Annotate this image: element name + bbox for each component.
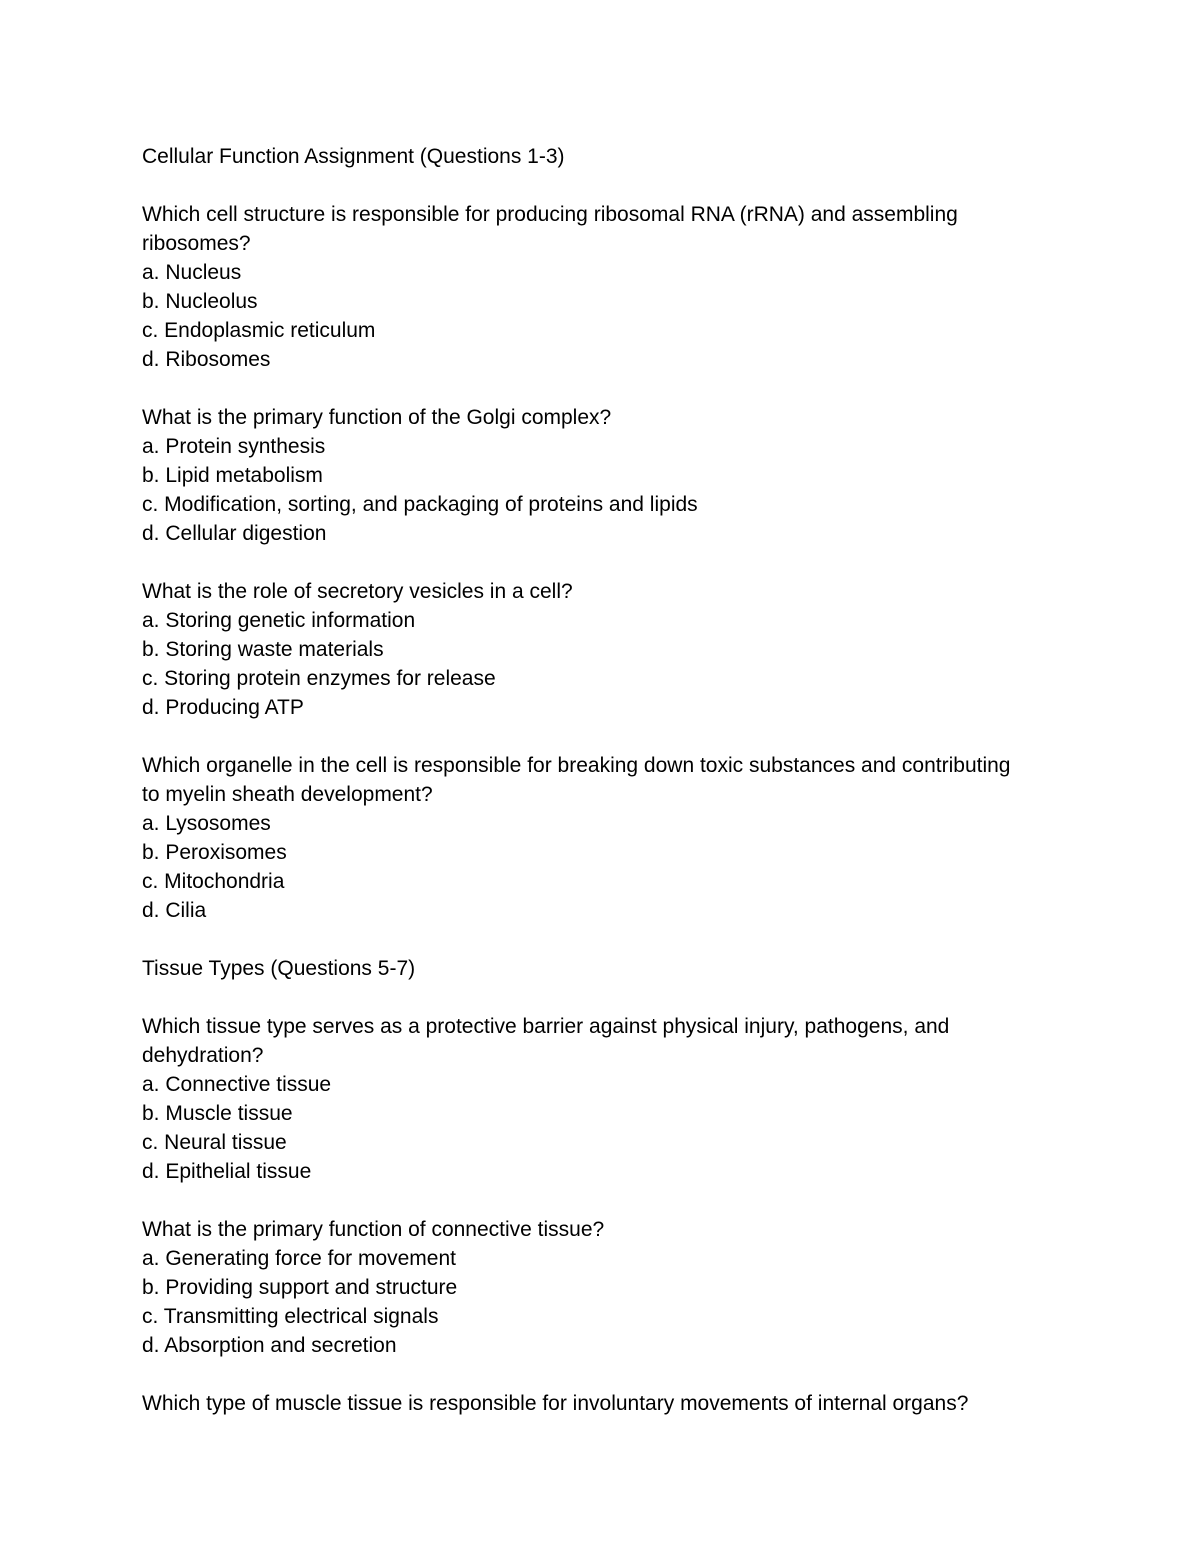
question-block [142,1012,1062,1186]
answer-option: d. Cilia [142,899,207,922]
question-block [142,403,1062,548]
answer-option: a. Nucleus [142,261,242,284]
question-block [142,577,1062,722]
question-text: Which organelle in the cell is responsible for breaking down toxic substances and contributing [142,754,1011,777]
answer-option: b. Storing waste materials [142,638,384,661]
question-block [142,751,1062,925]
question-text: What is the primary function of connective tissue? [142,1218,605,1241]
answer-option: a. Lysosomes [142,812,271,835]
question-text: What is the primary function of the Golgi complex? [142,406,612,429]
answer-option: b. Nucleolus [142,290,258,313]
answer-option: c. Endoplasmic reticulum [142,319,376,342]
answer-option: a. Generating force for movement [142,1247,456,1270]
answer-option: c. Transmitting electrical signals [142,1305,439,1328]
document-page [142,142,1062,1447]
question-block [142,1215,1062,1360]
answer-option: c. Neural tissue [142,1131,287,1154]
question-text: dehydration? [142,1044,264,1067]
answer-option: b. Providing support and structure [142,1276,458,1299]
answer-option: a. Protein synthesis [142,435,326,458]
answer-option: c. Mitochondria [142,870,285,893]
answer-option: b. Muscle tissue [142,1102,293,1125]
answer-option: c. Storing protein enzymes for release [142,667,496,690]
question-block [142,1389,1062,1418]
answer-option: d. Producing ATP [142,696,304,719]
answer-option: d. Ribosomes [142,348,271,371]
question-text: Which cell structure is responsible for producing ribosomal RNA (rRNA) and assembling [142,203,958,226]
answer-option: b. Lipid metabolism [142,464,323,487]
question-text: ribosomes? [142,232,251,255]
answer-option: b. Peroxisomes [142,841,287,864]
answer-option: d. Epithelial tissue [142,1160,312,1183]
answer-option: a. Connective tissue [142,1073,332,1096]
question-block [142,200,1062,374]
answer-option: a. Storing genetic information [142,609,416,632]
question-text: Which type of muscle tissue is responsible for involuntary movements of internal organs? [142,1392,969,1415]
answer-option: c. Modification, sorting, and packaging of proteins and lipids [142,493,698,516]
section-heading: Cellular Function Assignment (Questions 1-3) [142,145,565,168]
question-text: What is the role of secretory vesicles in a cell? [142,580,573,603]
question-text: Which tissue type serves as a protective barrier against physical injury, pathogens, and [142,1015,950,1038]
answer-option: d. Absorption and secretion [142,1334,397,1357]
section-heading: Tissue Types (Questions 5-7) [142,957,416,980]
answer-option: d. Cellular digestion [142,522,327,545]
question-text: to myelin sheath development? [142,783,433,806]
